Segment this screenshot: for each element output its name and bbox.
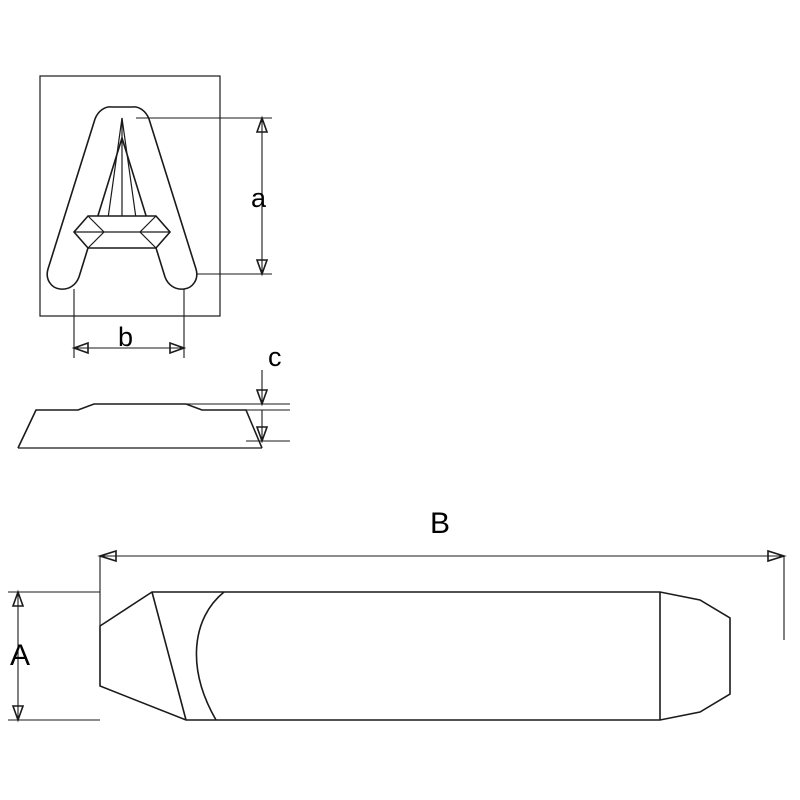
dimension-label-b: b: [118, 322, 134, 352]
side-view-group: [8, 551, 784, 720]
punch-face-curve: [196, 592, 224, 720]
section-profile: [18, 404, 262, 448]
punch-taper-line-left: [152, 592, 186, 720]
dimension-label-B: B: [430, 507, 451, 540]
punch-body-outline: [100, 592, 730, 720]
dimension-label-a: a: [251, 183, 267, 213]
section-view-group: [18, 370, 290, 448]
dimension-label-A: A: [10, 639, 31, 672]
dimension-label-c: c: [268, 342, 282, 372]
face-view-group: [40, 76, 272, 358]
